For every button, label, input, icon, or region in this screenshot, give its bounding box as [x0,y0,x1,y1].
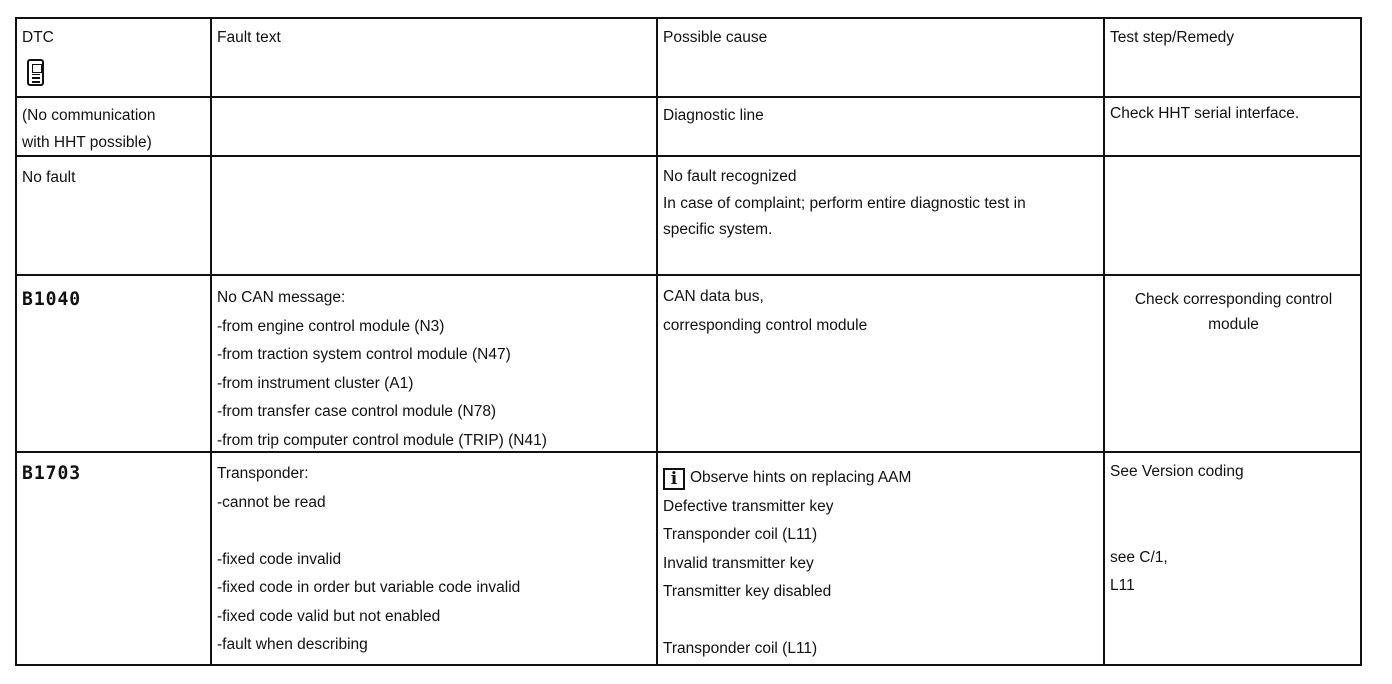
info-hint: i Observe hints on replacing AAM [663,464,911,493]
row-0-remedy: Check HHT serial interface. [1110,105,1300,122]
row-divider [17,274,1360,276]
header-test-step: Test step/Remedy [1110,29,1235,46]
handheld-tester-icon [27,59,44,86]
row-3-remedy: See Version coding see C/1, L11 [1110,463,1244,594]
row-1-cause: No fault recognized In case of complaint; perform entire diagnostic test in specific system. [663,168,1026,238]
column-divider [210,19,212,664]
column-divider [656,19,658,664]
row-2-fault: No CAN message: -from engine control module (N3) -from traction system control module (N47) -from instrument cluster (A1) -from transfer case control module (N78) -from trip computer control module (TRIP) (N41) [217,289,547,449]
row-0-dtc: (No communication with HHT possible) [22,107,156,151]
info-icon: i [663,468,685,490]
row-3-cause: i Observe hints on replacing AAM Defective transmitter key Transponder coil (L11) Invalid transmitter key Transmitter key disabled Transponder coil (L11) [663,464,911,664]
row-3-fault: Transponder: -cannot be read -fixed code invalid -fixed code in order but variable code invalid -fixed code valid but not enabled -fault when describing [217,465,521,653]
column-divider [1103,19,1105,664]
row-2-cause: CAN data bus, corresponding control module [663,288,868,334]
row-divider [17,96,1360,98]
row-0-cause: Diagnostic line [663,107,764,124]
header-fault-text: Fault text [217,29,281,46]
dtc-table [15,17,1362,666]
header-possible-cause: Possible cause [663,29,768,46]
row-divider [17,155,1360,157]
header-dtc: DTC [22,29,54,46]
row-3-dtc: B1703 [22,462,82,484]
row-2-remedy: Check corresponding control module [1134,291,1333,333]
row-1-dtc: No fault [22,169,76,186]
row-2-dtc: B1040 [22,288,82,310]
